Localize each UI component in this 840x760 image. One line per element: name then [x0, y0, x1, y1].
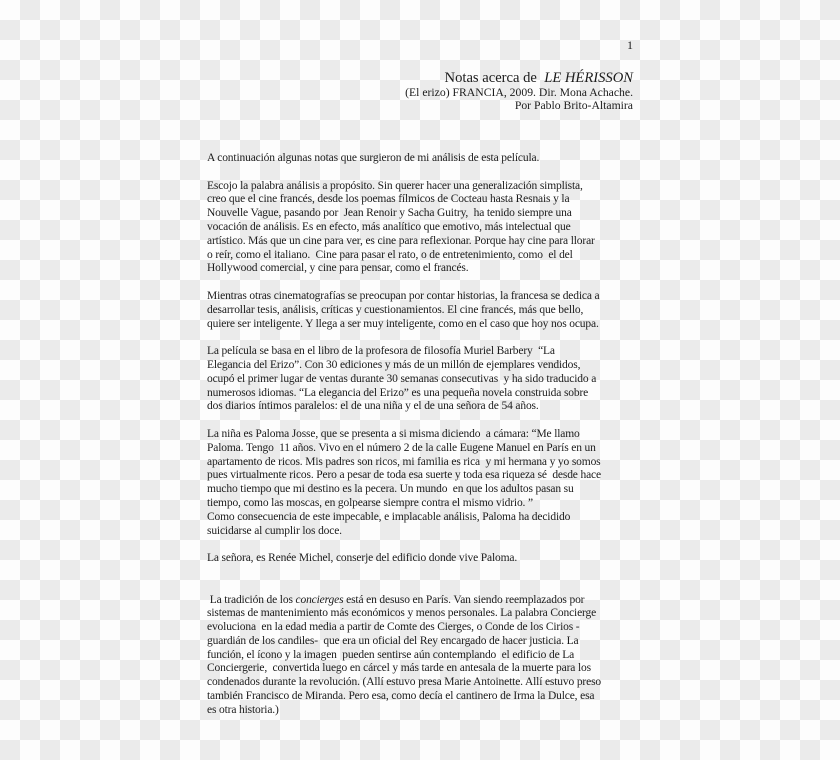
title-film-name: LE HÉRISSON [544, 70, 633, 86]
document-body [207, 152, 637, 718]
text-segment: La niña es Paloma Josse, que se presenta a si misma diciendo a cámara: “Me llamo [207, 427, 580, 440]
document-header [107, 70, 633, 112]
text-line [207, 318, 637, 332]
text-line [207, 221, 637, 235]
text-segment: pues virtualmente ricos. Pero a pesar de toda esa suerte y toda esa riqueza sé desde hace [207, 469, 601, 482]
text-segment: mucho tiempo que mi destino es la pecera. Un mundo en que los adultos pasan su [207, 483, 574, 496]
text-line [207, 594, 637, 608]
text-line [207, 483, 637, 497]
title-prefix: Notas acerca de [444, 70, 545, 86]
paragraph-intro [207, 152, 637, 166]
text-line [207, 511, 637, 525]
text-segment: Como consecuencia de este impecable, e implacable análisis, Paloma ha decidido [207, 510, 571, 523]
text-line [207, 152, 637, 166]
text-line [207, 497, 637, 511]
text-segment: apartamento de ricos. Mis padres son ricos, mi familia es rica y mi hermana y yo somos [207, 455, 601, 468]
paragraph-book-source [207, 345, 637, 414]
text-segment: condenados durante la revolución. (Allí estuvo presa Marie Antoinette. Allí estuvo preso [207, 676, 601, 689]
text-segment: Mientras otras cinematografías se preocupan por contar historias, la francesa se dedica a [207, 289, 600, 302]
text-line [207, 345, 637, 359]
text-segment: Elegancia del Erizo”. Con 30 ediciones y más de un millón de ejemplares vendidos, [207, 358, 581, 371]
text-segment: Escojo la palabra análisis a propósito. Sin querer hacer una generalización simplista, [207, 179, 583, 192]
text-segment: sistemas de mantenimiento más económicos y menos personales. La palabra Concierge [207, 607, 597, 620]
text-segment: está en desuso en París. Van siendo reemplazados por [343, 593, 585, 606]
text-line [207, 525, 637, 539]
text-segment: Paloma. Tengo 11 años. Vivo en el número 2 de la calle Eugene Manuel en París en un [207, 441, 596, 454]
paragraph-paloma-decision [207, 511, 637, 539]
page-number: 1 [627, 38, 633, 52]
text-line [207, 304, 637, 318]
text-segment: dos diarios íntimos paralelos: el de una niña y el de una señora de 54 años. [207, 400, 539, 413]
text-segment: Nouvelle Vague, pasando por Jean Renoir y Sacha Guitry, ha tenido siempre una [207, 207, 572, 220]
text-segment: función, el ícono y la imagen pueden sentirse aún contemplando el edificio de La [207, 648, 575, 661]
text-line [207, 635, 637, 649]
text-segment: Conciergerie, convertida luego en cárcel y más tarde en antesala de la muerte para los [207, 662, 591, 675]
text-line [207, 442, 637, 456]
text-line [207, 469, 637, 483]
document-title [107, 70, 633, 87]
text-line [207, 621, 637, 635]
text-segment: artístico. Más que un cine para ver, es cine para reflexionar. Porque hay cine para llorar [207, 234, 595, 247]
paragraph-renee [207, 552, 637, 566]
text-line [207, 373, 637, 387]
italic-text-segment: concierges [295, 593, 344, 606]
text-segment: Hollywood comercial, y cine para pensar, como el francés. [207, 262, 469, 275]
text-line [207, 235, 637, 249]
text-line [207, 607, 637, 621]
text-segment: La película se basa en el libro de la profesora de filosofía Muriel Barbery “La [207, 345, 555, 358]
text-segment: o reír, como el italiano. Cine para pasar el rato, o de entretenimiento, como el del [207, 248, 573, 261]
text-segment: ocupó el primer lugar de ventas durante 30 semanas consecutivas y ha sido traducido a [207, 372, 597, 385]
text-line [207, 649, 637, 663]
text-line [207, 262, 637, 276]
text-segment: también Francisco de Miranda. Pero esa, como decía el cantinero de Irma la Dulce, esa [207, 690, 595, 703]
text-segment: guardián de los candiles- que era un oficial del Rey encargado de hacer justicia. La [207, 634, 579, 647]
text-segment: suicidarse al cumplir los doce. [207, 524, 342, 537]
text-line [207, 180, 637, 194]
paragraph-paloma-quote [207, 428, 637, 511]
text-segment: desarrollar tesis, análisis, críticas y cuestionamientos. El cine francés, más que bello, [207, 303, 584, 316]
text-line [207, 662, 637, 676]
text-line [207, 428, 637, 442]
text-segment: es otra historia.) [207, 703, 279, 716]
text-line [207, 690, 637, 704]
text-segment: La señora, es Renée Michel, conserje del edificio donde vive Paloma. [207, 552, 518, 565]
text-line [207, 249, 637, 263]
text-line [207, 359, 637, 373]
text-segment: evoluciona en la edad media a partir de Comte des Cierges, o Conde de los Cirios - [207, 621, 580, 634]
paragraph-french-cinema-analysis [207, 180, 637, 277]
text-line [207, 387, 637, 401]
text-line [207, 193, 637, 207]
paragraph-cinematographies [207, 290, 637, 331]
text-line [207, 456, 637, 470]
text-segment: A continuación algunas notas que surgieron de mi análisis de esta película. [207, 152, 540, 164]
text-line [207, 552, 637, 566]
text-line [207, 704, 637, 718]
text-line [207, 290, 637, 304]
text-line [207, 207, 637, 221]
header-credit-line: (El erizo) FRANCIA, 2009. Dir. Mona Achache. [405, 86, 633, 99]
text-line [207, 676, 637, 690]
text-line [207, 400, 637, 414]
text-segment: creo que el cine francés, desde los poemas fílmicos de Cocteau hasta Resnais y la [207, 193, 570, 206]
text-segment: La tradición de los [207, 593, 296, 606]
text-segment: vocación de análisis. Es en efecto, más analítico que emotivo, más intelectual que [207, 220, 571, 233]
text-segment: tiempo, como las moscas, en golpearse siempre contra el mismo vidrio. ” [207, 496, 533, 509]
text-segment: quiere ser inteligente. Y llega a ser muy inteligente, como en el caso que hoy nos ocupa. [207, 317, 599, 330]
paragraph-concierges-tradition [207, 594, 637, 718]
text-segment: numerosos idiomas. “La elegancia del Erizo” es una pequeña novela construida sobre [207, 386, 589, 399]
header-author-line: Por Pablo Brito-Altamira [514, 98, 633, 112]
